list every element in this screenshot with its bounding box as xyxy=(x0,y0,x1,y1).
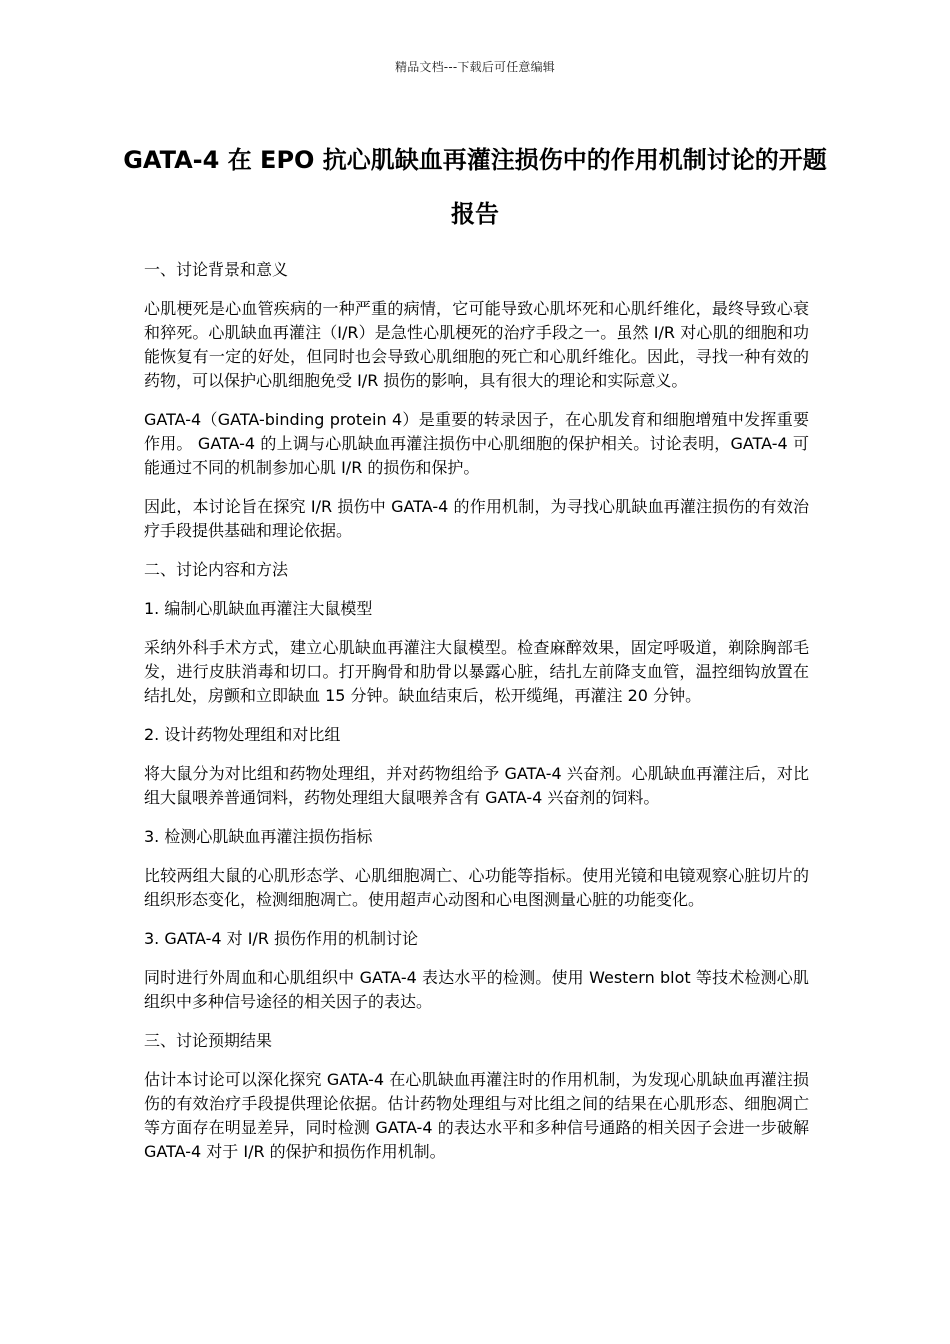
paragraph-groups: 将大鼠分为对比组和药物处理组，并对药物组给予 GATA-4 兴奋剂。心肌缺血再灌注后，对比组大鼠喂养普通饲料，药物处理组大鼠喂养含有 GATA-4 兴奋剂的饲料。 xyxy=(144,764,809,807)
subheading-model: 1. 编制心肌缺血再灌注大鼠模型 xyxy=(144,599,373,618)
paragraph-background-2: GATA-4（GATA-binding protein 4）是重要的转录因子，在心肌发育和细胞增殖中发挥重要作用。 GATA-4 的上调与心肌缺血再灌注损伤中心肌细胞的保护相关。讨论表明，GATA-4 可能通过不同的机制参加心肌 I/R 的损伤和保护。 xyxy=(144,410,809,477)
subheading-mechanism: 3. GATA-4 对 I/R 损伤作用的机制讨论 xyxy=(144,929,419,948)
paragraph-background-3: 因此，本讨论旨在探究 I/R 损伤中 GATA-4 的作用机制，为寻找心肌缺血再灌注损伤的有效治疗手段提供基础和理论依据。 xyxy=(144,497,809,540)
paragraph-mechanism: 同时进行外周血和心肌组织中 GATA-4 表达水平的检测。使用 Western blot 等技术检测心肌组织中多种信号途径的相关因子的表达。 xyxy=(144,968,809,1011)
paragraph-indicators: 比较两组大鼠的心肌形态学、心肌细胞凋亡、心功能等指标。使用光镜和电镜观察心脏切片的组织形态变化，检测细胞凋亡。使用超声心动图和心电图测量心脏的功能变化。 xyxy=(144,866,809,909)
paragraph-background-1: 心肌梗死是心血管疾病的一种严重的病情，它可能导致心肌坏死和心肌纤维化，最终导致心衰和猝死。心肌缺血再灌注（I/R）是急性心肌梗死的治疗手段之一。虽然 I/R 对心肌的细胞和功能恢复有一定的好处，但同时也会导致心肌细胞的死亡和心肌纤维化。因此，寻找一种有效的药物，可以保护心肌细胞免受 I/R 损伤的影响，具有很大的理论和实际意义。 xyxy=(144,299,809,390)
section-heading-background: 一、讨论背景和意义 xyxy=(144,260,289,279)
paragraph-expected-results: 估计本讨论可以深化探究 GATA-4 在心肌缺血再灌注时的作用机制，为发现心肌缺血再灌注损伤的有效治疗手段提供理论依据。估计药物处理组与对比组之间的结果在心肌形态、细胞凋亡等方面存在明显差异，同时检测 GATA-4 的表达水平和多种信号通路的相关因子会进一步破解 GATA-4 对于 I/R 的保护和损伤作用机制。 xyxy=(144,1070,809,1161)
subheading-indicators: 3. 检测心肌缺血再灌注损伤指标 xyxy=(144,827,373,846)
document-body xyxy=(144,258,809,1179)
header-note: 精品文档---下载后可任意编辑 xyxy=(395,60,555,74)
subheading-groups: 2. 设计药物处理组和对比组 xyxy=(144,725,341,744)
section-heading-methods: 二、讨论内容和方法 xyxy=(144,560,289,579)
document-title: GATA-4 在 EPO 抗心肌缺血再灌注损伤中的作用机制讨论的开题报告 xyxy=(123,146,827,228)
section-heading-expected-results: 三、讨论预期结果 xyxy=(144,1031,273,1050)
paragraph-model: 采纳外科手术方式，建立心肌缺血再灌注大鼠模型。检查麻醉效果，固定呼吸道，剃除胸部毛发，进行皮肤消毒和切口。打开胸骨和肋骨以暴露心脏，结扎左前降支血管，温控细钩放置在结扎处，房颤和立即缺血 15 分钟。缺血结束后，松开缆绳，再灌注 20 分钟。 xyxy=(144,638,809,705)
